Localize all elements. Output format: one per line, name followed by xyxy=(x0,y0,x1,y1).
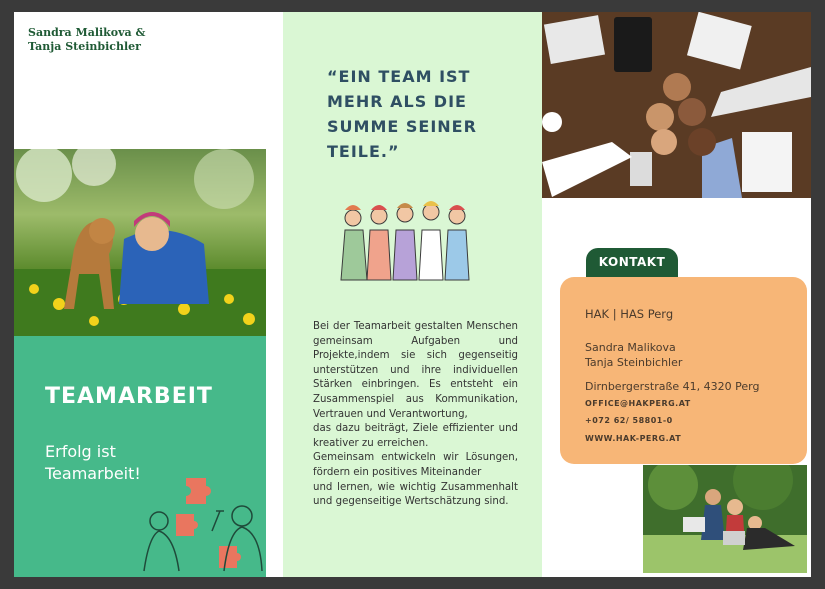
paragraph-3: Gemeinsam entwickeln wir Lösungen, fördern ein positives Miteinander xyxy=(313,452,518,478)
quote-line-2: MEHR ALS DIE xyxy=(327,92,467,111)
team-hands-photo xyxy=(542,12,811,198)
page-title: TEAMARBEIT xyxy=(45,384,213,409)
phone-number[interactable]: +072 62/ 58801-0 xyxy=(585,416,673,425)
brochure-page xyxy=(14,12,811,577)
quote-line-1: “EIN TEAM IST xyxy=(327,67,471,86)
contact-name-2: Tanja Steinbichler xyxy=(585,356,683,369)
paragraph-1: Bei der Teamarbeit gestalten Menschen gemeinsam Aufgaben und Projekte,indem sie sich gegenseitig unterstützen und ihre individuellen Stärken einbringen. Es entsteht ein Zusammenspiel aus Kommunikation, Vertrauen und Verantwortung, xyxy=(313,321,518,420)
contact-names xyxy=(585,340,682,370)
subtitle-line-1: Erfolg ist xyxy=(45,442,116,461)
authors-block xyxy=(28,26,145,54)
contact-tab: KONTAKT xyxy=(586,248,678,277)
body-text xyxy=(313,320,518,510)
students-illustration xyxy=(643,465,807,573)
hands-together-illustration xyxy=(542,12,811,198)
contact-name-1: Sandra Malikova xyxy=(585,341,676,354)
dog-and-woman-illustration xyxy=(14,149,266,336)
dog-and-woman-photo xyxy=(14,149,266,336)
paragraph-4: und lernen, wie wichtig Zusammenhalt und gegenseitige Wertschätzung sind. xyxy=(313,481,518,508)
puzzle-people-illustration xyxy=(124,476,266,577)
students-laptops-photo xyxy=(643,465,807,573)
quote xyxy=(327,64,517,164)
title-panel xyxy=(14,336,266,577)
address: Dirnbergerstraße 41, 4320 Perg xyxy=(585,380,760,393)
middle-panel xyxy=(283,12,542,577)
authors-line-1: Sandra Malikova & xyxy=(28,26,146,39)
subtitle-line-2: Teamarbeit! xyxy=(45,464,141,483)
contact-box xyxy=(560,277,807,464)
quote-line-3: SUMME SEINER xyxy=(327,117,477,136)
paragraph-2: das dazu beiträgt, Ziele effizienter und kreativer zu erreichen. xyxy=(313,423,518,449)
authors-line-2: Tanja Steinbichler xyxy=(28,40,141,53)
quote-line-4: TEILE.” xyxy=(327,142,400,161)
school-name: HAK | HAS Perg xyxy=(585,307,674,321)
website-link[interactable]: WWW.HAK-PERG.AT xyxy=(585,434,682,443)
team-group-illustration xyxy=(331,200,501,282)
email-link[interactable]: OFFICE@HAKPERG.AT xyxy=(585,399,691,408)
